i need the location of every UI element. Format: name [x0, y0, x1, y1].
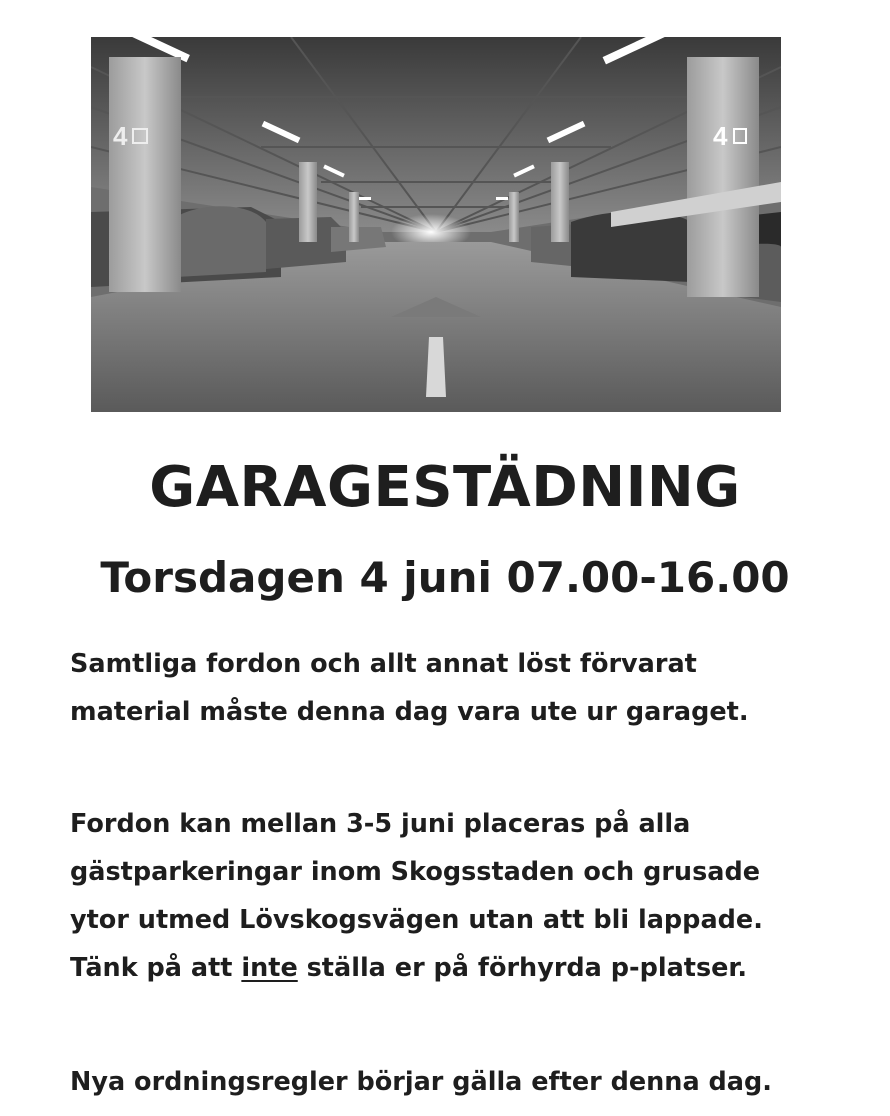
paragraph-line [70, 944, 850, 992]
notice-date: Torsdagen 4 juni 07.00-16.00 [100, 553, 790, 602]
paragraph-line: Fordon kan mellan 3-5 juni placeras på alla [70, 809, 691, 839]
paragraph-line: gästparkeringar inom Skogsstaden och grusade [70, 857, 761, 887]
paragraph-line: Nya ordningsregler börjar gälla efter denna dag. [70, 1067, 772, 1097]
pillar-marking-right: 4 [713, 121, 728, 151]
parking-garage-photo [91, 37, 781, 412]
line-text: Tänk på att [70, 953, 242, 983]
emphasis-underlined: inte [241, 953, 298, 983]
paragraph-line: Samtliga fordon och allt annat löst förvarat [70, 649, 697, 679]
pillar-marking-left: 4 [113, 121, 128, 151]
notice-title: GARAGESTÄDNING [149, 455, 741, 520]
paragraph-vehicles-removal [70, 640, 850, 736]
paragraph-line: material måste denna dag vara ute ur garaget. [70, 697, 749, 727]
paragraph-guest-parking [70, 800, 850, 992]
paragraph-new-rules [70, 1058, 850, 1106]
garage-illustration [91, 37, 781, 412]
line-text: ställa er på förhyrda p-platser. [297, 953, 748, 983]
paragraph-line: ytor utmed Lövskogsvägen utan att bli lappade. [70, 905, 763, 935]
